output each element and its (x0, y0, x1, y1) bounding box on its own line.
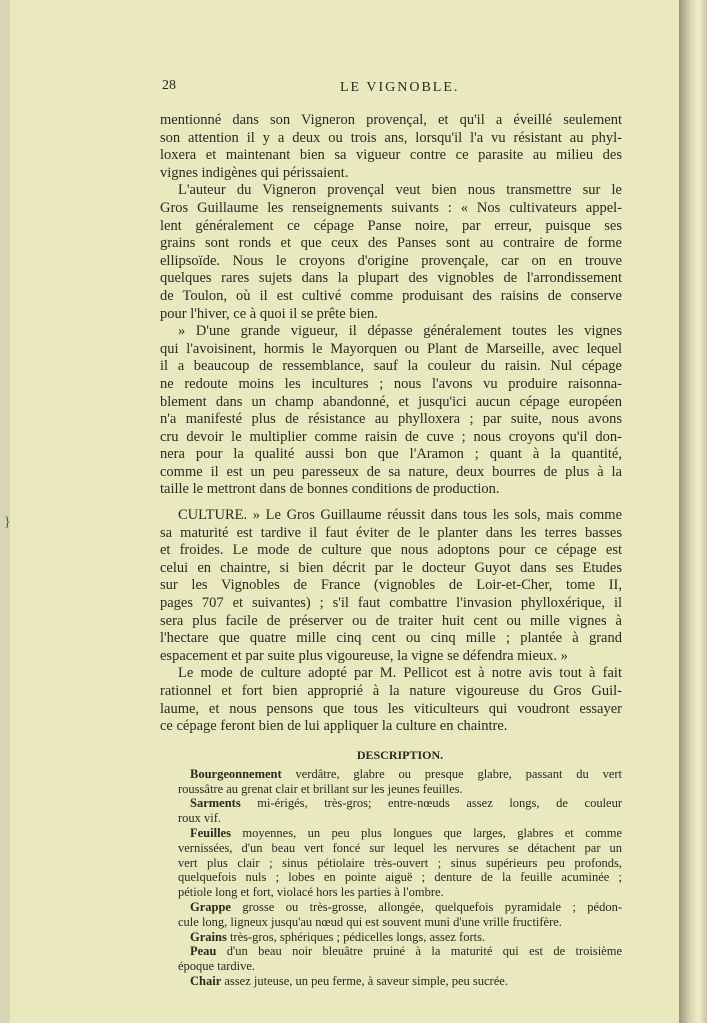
text-line: mentionné dans son Vigneron provençal, et qu'il a éveillé seulement (160, 112, 622, 128)
description-item (178, 944, 622, 974)
page-number: 28 (162, 78, 176, 93)
text-line: blement dans un champ abandonné, et jusqu'ici aucun cépage européen (160, 393, 622, 410)
description-text: verdâtre, glabre ou presque glabre, passant du vert (295, 766, 623, 781)
description-line (178, 796, 622, 811)
text-line: ellipsoïde. Nous le croyons d'origine provençale, car on en trouve (160, 252, 622, 269)
description-line (178, 974, 622, 989)
text-line: grains sont ronds et que ceux des Panses sont au contraire de forme (160, 235, 622, 252)
paragraph (160, 182, 622, 323)
description-title: DESCRIPTION. (356, 747, 444, 762)
description-line: vernissées, d'un beau vert foncé sur lequel les nervures se détachent par un (178, 840, 622, 855)
text-line: cru devoir le multiplier comme raisin de cuve ; nous croyons qu'il don- (160, 428, 622, 445)
paragraph (160, 112, 622, 182)
text-line: et froides. Le mode de culture que nous adoptons pour ce cépage est (160, 542, 622, 559)
description-item (178, 826, 622, 900)
description-line: quelquefois nuls ; lobes en pointe aiguë ; denture de la feuille acuminée ; (178, 870, 622, 885)
text-line: ce cépage feront bien de lui appliquer la culture en chaintre. (160, 718, 508, 735)
description-line: roux vif. (178, 811, 222, 826)
description-line: époque tardive. (178, 959, 256, 974)
description-term: Bourgeonnement (190, 766, 282, 781)
text-line: sur les Vignobles de France (vignobles de Loir-et-Cher, tome II, (160, 577, 622, 594)
description-line (178, 944, 622, 959)
page-edges (679, 0, 707, 1023)
description-term: Grains (190, 929, 227, 944)
description-term: Grappe (190, 899, 231, 914)
paragraph (160, 665, 622, 735)
text-line: vignes indigènes qui périssaient. (160, 164, 349, 181)
margin-mark: } (4, 515, 11, 530)
text-line: il a beaucoup de ressemblance, sauf la couleur du raisin. Nul cépage (160, 358, 622, 375)
paragraph (160, 323, 622, 499)
text-line: Le mode de culture adopté par M. Pellicot est à notre avis tout à fait (178, 665, 622, 682)
description-line: roussâtre au grenat clair et brillant sur les jeunes feuilles. (178, 781, 463, 796)
description-text: très-gros, sphériques ; pédicelles longs, assez forts. (229, 929, 486, 944)
text-line: espacement et par suite plus vigoureuse, la vigne se défendra mieux. » (160, 647, 568, 664)
description-term: Chair (190, 973, 222, 988)
text-line: lent généralement ce cépage Panse noire, par erreur, puisque ses (160, 217, 622, 234)
description-term: Feuilles (190, 825, 231, 840)
description-item (178, 974, 622, 989)
description-term: Sarments (190, 796, 241, 811)
text-line: l'hectare que quatre mille cinq cent ou cinq mille ; plantée à grand (160, 630, 622, 647)
description-line (178, 826, 622, 841)
text-line: comme il est un peu paresseux de sa nature, deux bourres de plus à la (160, 463, 622, 480)
text-line: L'auteur du Vigneron provençal veut bien nous transmettre sur le (178, 182, 622, 199)
text-line: nera pour la qualité aussi bon que l'Aramon ; quant à la quantité, (160, 446, 622, 463)
description-text: d'un beau noir bleuâtre pruiné à la maturité qui est de troisième (226, 944, 622, 959)
description-text: moyennes, un peu plus longues que larges, glabres et comme (242, 825, 622, 840)
text-line: CULTURE. » Le Gros Guillaume réussit dans tous les sols, mais comme (178, 507, 622, 524)
description-section (178, 748, 622, 989)
text-line: quelques rares sujets dans la plupart des vignobles de l'arrondissement (160, 270, 622, 287)
text-line: son attention il y a deux ou trois ans, lorsqu'il l'a vu résistant au phyl- (160, 129, 622, 146)
text-line: Gros Guillaume les renseignements suivants : « Nos cultivateurs appel- (160, 199, 622, 216)
text-line: » D'une grande vigueur, il dépasse généralement toutes les vignes (178, 323, 622, 340)
description-line: pétiole long et fort, violacé hors les parties à l'ombre. (178, 885, 444, 900)
text-line: loxera et maintenant bien sa vigueur contre ce parasite au milieu des (160, 147, 622, 164)
description-term: Peau (190, 944, 217, 959)
description-line (178, 930, 622, 945)
section-gap (160, 499, 622, 507)
page-content (160, 112, 622, 989)
text-line: pages 707 et suivantes) ; s'il faut combattre l'invasion phylloxérique, il (160, 595, 622, 612)
description-item (178, 767, 622, 797)
description-line: vert plus clair ; sinus pétiolaire très-ouvert ; sinus supérieurs peu profonds, (178, 855, 622, 870)
description-line (178, 900, 622, 915)
description-line: cule long, ligneux jusqu'au nœud qui est souvent muni d'une vrille fructifère. (178, 914, 562, 929)
description-item (178, 930, 622, 945)
text-line: pour l'hiver, ce à quoi il se prête bien. (160, 305, 378, 322)
text-line: ne redoute moins les incultures ; nous l'avons vu produire raisonna- (160, 375, 622, 392)
running-title: LE VIGNOBLE. (340, 80, 460, 95)
text-line: celui en chaintre, si bien décrit par le docteur Guyot dans ses Etudes (160, 559, 622, 576)
text-line: laume, et nous pensons que tous les viticulteurs qui voudront essayer (160, 700, 622, 717)
paragraph (160, 507, 622, 665)
description-item (178, 796, 622, 826)
body-text (160, 112, 622, 736)
text-line: qui l'avoisinent, hormis le Mayorquen ou Plant de Marseille, avec lequel (160, 340, 622, 357)
text-line: sera plus facile de préserver ou de traiter huit cent ou mille vignes à (160, 612, 622, 629)
description-line (178, 767, 622, 782)
text-line: de Toulon, où il est cultivé comme produisant des raisins de conserve (160, 287, 622, 304)
description-text: assez juteuse, un peu ferme, à saveur simple, peu sucrée. (224, 973, 508, 988)
description-text: mi-érigés, très-gros; entre-nœuds assez longs, de couleur (257, 796, 622, 811)
text-line: rationnel et fort bien approprié à la nature vigoureuse du Gros Guil- (160, 683, 622, 699)
description-item (178, 900, 622, 930)
text-line: sa maturité est tardive il faut éviter de le planter dans les terres basses (160, 524, 622, 541)
text-line: taille le mettront dans de bonnes conditions de production. (160, 481, 500, 498)
text-line: n'a manifesté plus de résistance au phylloxera ; par suite, nous avons (160, 411, 622, 428)
description-text: grosse ou très-grosse, allongée, quelquefois pyramidale ; pédon- (242, 899, 622, 914)
